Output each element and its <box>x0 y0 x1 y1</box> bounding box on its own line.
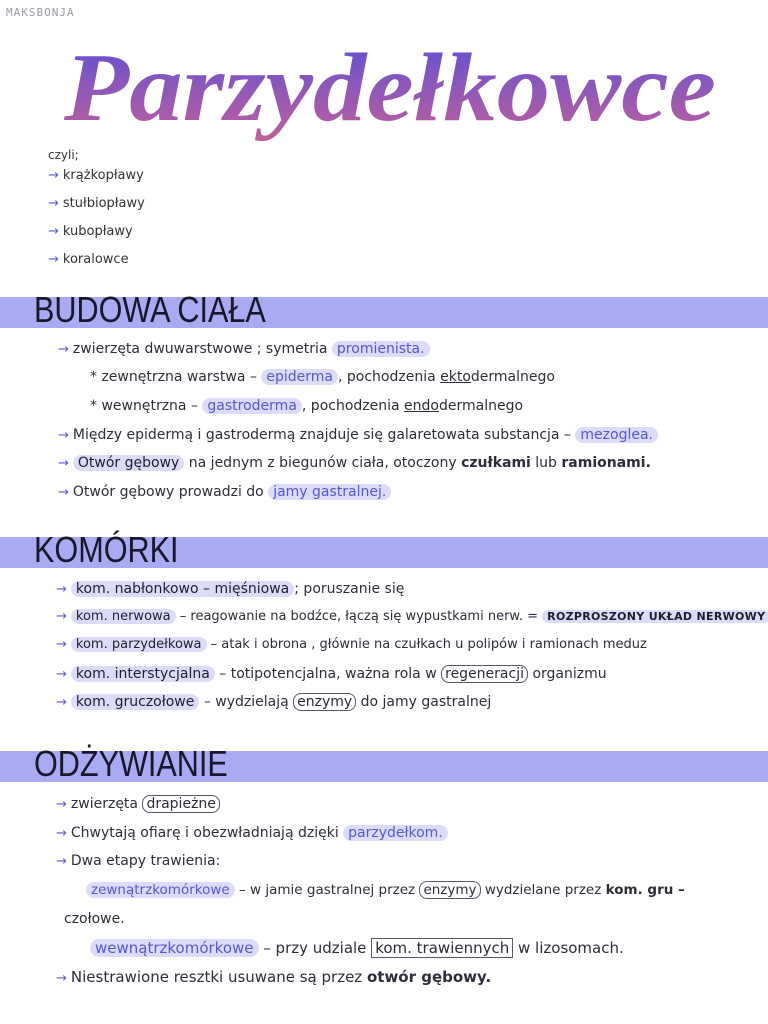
list-item: zewnątrzkomórkowe – w jamie gastralnej przez enzymy wydzielane przez kom. gru – <box>86 882 685 898</box>
list-item: → Między epidermą i gastrodermą znajduje się galaretowata substancja – mezoglea. <box>58 427 658 443</box>
list-item: czołowe. <box>64 911 125 927</box>
arrow-icon: → <box>56 609 67 624</box>
list-item: → krążkopławy <box>48 168 144 183</box>
arrow-icon: → <box>56 695 67 710</box>
author-signature: MAKSBONJA <box>6 6 75 19</box>
section-heading-budowa: BUDOWA CIAŁA <box>34 289 266 330</box>
arrow-icon: → <box>56 854 67 869</box>
list-item: → zwierzęta dwuwarstwowe ; symetria promienista. <box>58 341 430 357</box>
section-heading-odzywianie: ODŻYWIANIE <box>34 743 228 784</box>
list-item: → kom. gruczołowe – wydzielają enzymy do jamy gastralnej <box>56 694 492 710</box>
page-title <box>50 14 730 156</box>
arrow-icon: → <box>56 797 67 812</box>
intro-list <box>48 148 145 280</box>
list-item: → kom. nerwowa – reagowanie na bodźce, łączą się wypustkami nerw. = ROZPROSZONY UKŁAD NERWOWY <box>56 609 768 624</box>
arrow-icon: → <box>48 168 59 183</box>
list-item: → Otwór gębowy prowadzi do jamy gastralnej. <box>58 484 391 500</box>
list-item: → kubopławy <box>48 224 133 239</box>
list-item: → Otwór gębowy na jednym z biegunów ciała, otoczony czułkami lub ramionami. <box>58 455 651 471</box>
list-item: → kom. nabłonkowo – mięśniowa ; poruszanie się <box>56 581 405 597</box>
arrow-icon: → <box>58 428 69 443</box>
arrow-icon: → <box>48 224 59 239</box>
arrow-icon: → <box>56 971 67 986</box>
section-heading-komorki: KOMÓRKI <box>34 529 179 570</box>
list-item: → kom. parzydełkowa – atak i obrona , głównie na czułkach u polipów i ramionach meduz <box>56 637 647 652</box>
list-item: → Dwa etapy trawienia: <box>56 853 221 869</box>
list-item: → kom. interstycjalna – totipotencjalna, ważna rola w regeneracji organizmu <box>56 666 607 682</box>
arrow-icon: → <box>48 196 59 211</box>
list-item: → Chwytają ofiarę i obezwładniają dzięki parzydełkom. <box>56 825 448 841</box>
intro-label: czyli; <box>48 148 79 162</box>
list-item: * zewnętrzna warstwa – epiderma , pochodzenia ektodermalnego <box>90 369 555 385</box>
list-item: → Niestrawione resztki usuwane są przez otwór gębowy. <box>56 968 492 986</box>
arrow-icon: → <box>48 252 59 267</box>
list-item: → koralowce <box>48 252 129 267</box>
list-item: → stułbiopławy <box>48 196 145 211</box>
list-item: wewnątrzkomórkowe – przy udziale kom. trawiennych w lizosomach. <box>90 939 624 957</box>
arrow-icon: → <box>56 667 67 682</box>
list-item: * wewnętrzna – gastroderma , pochodzenia endodermalnego <box>90 398 524 414</box>
arrow-icon: → <box>56 637 67 652</box>
arrow-icon: → <box>56 826 67 841</box>
list-item: → zwierzęta drapieżne <box>56 796 220 812</box>
arrow-icon: → <box>58 485 69 500</box>
arrow-icon: → <box>58 342 69 357</box>
title-text: Parzydełkowce <box>62 34 716 142</box>
arrow-icon: → <box>58 456 69 471</box>
arrow-icon: → <box>56 582 67 597</box>
